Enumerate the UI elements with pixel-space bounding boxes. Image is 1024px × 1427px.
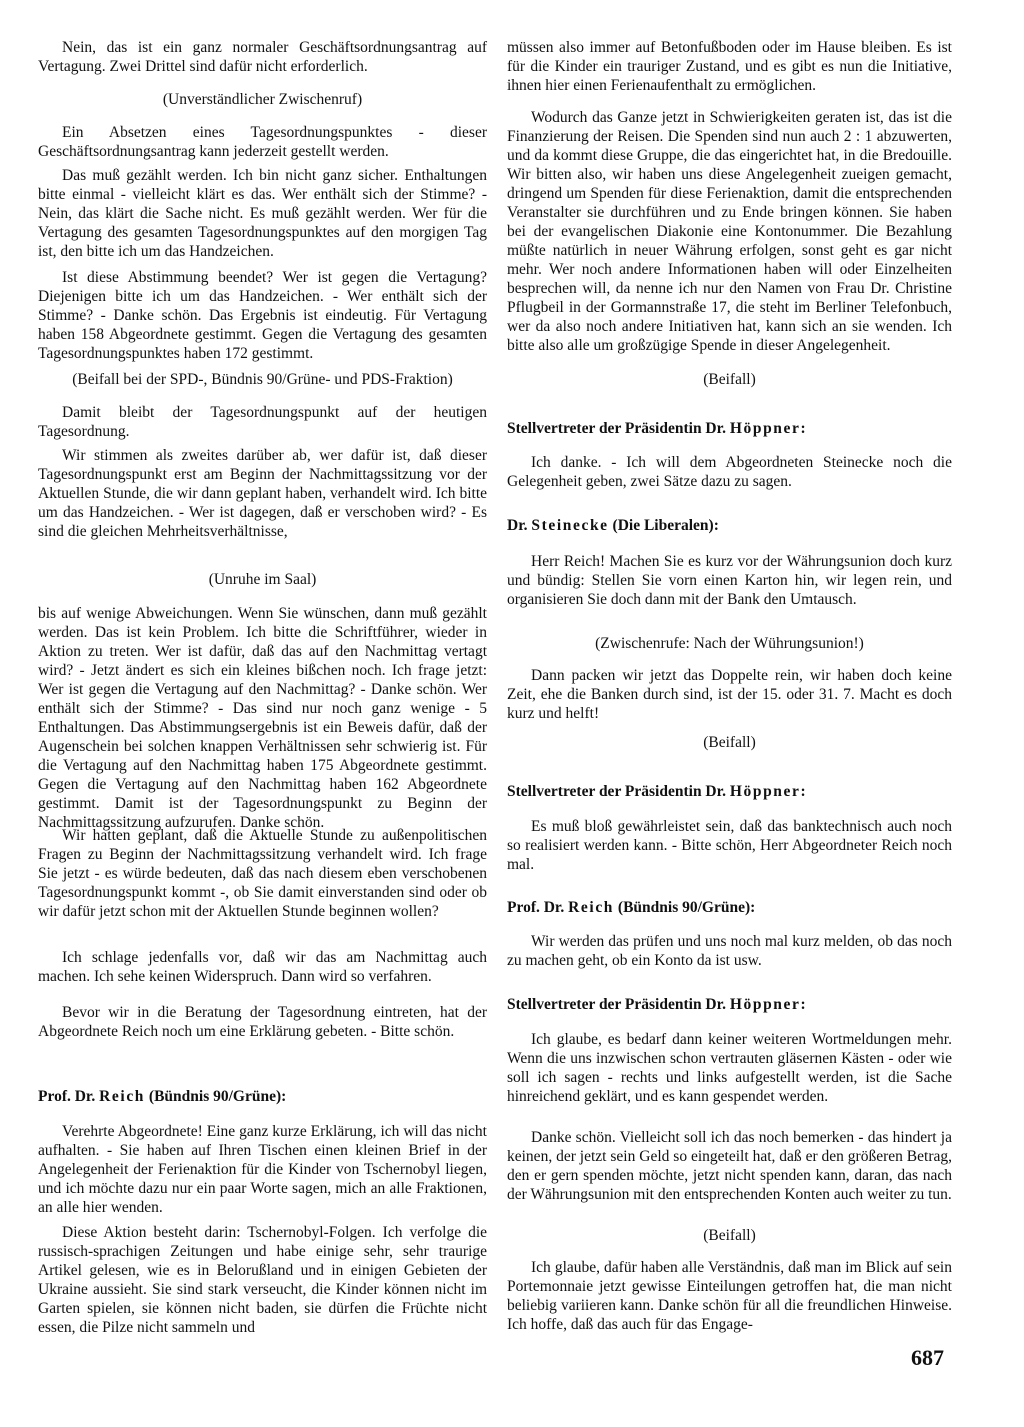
- speaker-colon: :: [800, 420, 806, 437]
- paragraph: Wir hatten geplant, daß die Aktuelle Stunde zu außenpolitischen Fragen zu Beginn der Nachmittagssitzung verhandelt wird. Ich frage Sie jetzt - es würde bedeuten, daß das nach diesem eben verschobenen Tagesordnungspunkt kommt -, ob Sie damit einverstanden sind oder ob wir dafür jetzt schon mit der Aktuellen Stunde beginnen wollen?: [38, 827, 487, 920]
- paragraph: Damit bleibt der Tagesordnungspunkt auf der heutigen Tagesordnung.: [38, 404, 487, 440]
- paragraph: Ich glaube, dafür haben alle Verständnis, daß man im Blick auf sein Portemonnaie jetzt gewisse Einteilungen getroffen hat, die man nicht beliebig variieren kann. Danke schön für all die freundlichen Hinweise. Ich hoffe, daß das auch für das Engage-: [507, 1259, 952, 1333]
- speaker-title: Stellvertreter der Präsidentin Dr.: [507, 420, 730, 437]
- speaker-colon: :: [800, 783, 806, 800]
- speaker-title: Stellvertreter der Präsidentin Dr.: [507, 783, 730, 800]
- speaker-heading: [507, 995, 952, 1014]
- paragraph: Wir stimmen als zweites darüber ab, wer dafür ist, daß dieser Tagesordnungspunkt erst am Beginn der Nachmittagssitzung vor der Aktuellen Stunde, die wir dann geplant haben, verhandelt wird. Ich bitte um das Handzeichen. - Wer ist dagegen, daß er verschoben wird? - Es sind die gleichen Mehrheitsverhältnisse,: [38, 447, 487, 540]
- interjection: (Beifall): [703, 371, 756, 388]
- paragraph: Wodurch das Ganze jetzt in Schwierigkeiten geraten ist, das ist die Finanzierung der Reisen. Die Spenden sind nun auch 2 : 1 abzuwerten, und da kommt diese Gruppe, die das eingerichtet hat, in die Bredouille. Wir bitten also, wir haben uns diese Angelegenheit zueigen gemacht, dringend um Spenden für diese Ferienaktion, damit die entsprechenden Veranstalter sie durchführen und zu Ende bringen können. Sie haben bei der evangelischen Diakonie eine Kontonummer. Die Bezahlung müßte natürlich in neuer Währung erfolgen, sonst geht es gar nicht mehr. Wer noch andere Informationen haben will oder Einzelheiten besprechen will, da nenne ich nur den Namen von Frau Dr. Christine Pflugbeil in der Gormannstraße 17, die steht im Berliner Telefonbuch, wer da also noch andere Initiativen hat, kann sich an sie wenden. Ich bitte also alle um großzügige Spende in dieser Angelegenheit.: [507, 109, 952, 354]
- speaker-title: Prof. Dr.: [507, 899, 569, 916]
- interjection: (Beifall): [703, 1227, 756, 1244]
- paragraph: Dann packen wir jetzt das Doppelte rein, wir haben doch keine Zeit, ehe die Banken durch sind, ist der 15. oder 31. 7. Macht es doch kurz und helft!: [507, 667, 952, 722]
- paragraph: Herr Reich! Machen Sie es kurz vor der Währungsunion doch kurz und bündig: Stellen Sie vorn einen Karton hin, wir legen rein, und organisieren Sie doch dann mit der Bank den Umtausch.: [507, 553, 952, 608]
- paragraph: Nein, das ist ein ganz normaler Geschäftsordnungsantrag auf Vertagung. Zwei Drittel sind dafür nicht erforderlich.: [38, 39, 487, 75]
- paragraph: Diese Aktion besteht darin: Tschernobyl-Folgen. Ich verfolge die russisch-sprachigen Zeitungen und habe einige sehr, sehr traurige Artikel gelesen, wie es in Belorußland und in einigen Gebieten der Ukraine aussieht. Sie sind stark verseucht, die Kinder können nicht im Garten spielen, sie können nicht baden, sie dürfen die Früchte nicht essen, die Pilze nicht sammeln und: [38, 1224, 487, 1336]
- paragraph: bis auf wenige Abweichungen. Wenn Sie wünschen, dann muß gezählt werden. Das ist kein Problem. Ich bitte die Schriftführer, wieder in Aktion zu treten. Wer ist dafür, daß das auf den Nachmittag vertagt wird? - Jetzt ändert es sich ein kleines bißchen noch. Ich frage jetzt: Wer ist gegen die Vertagung auf den Nachmittag? - Danke schön. Wer enthält sich der Stimme? - Das sind nur noch ganz wenige - 5 Enthaltungen. Das Abstimmungsergebnis ist ein Beweis dafür, daß der Augenschein bei solchen knappen Verhältnissen sehr schwierig ist. Für die Vertagung auf den Nachmittag haben 175 Abgeordnete gestimmt. Gegen die Vertagung auf den Nachmittag haben 162 Abgeordnete gestimmt. Damit ist der Tagesordnungspunkt zu Beginn der Nachmittagssitzung aufzurufen. Danke schön.: [38, 605, 487, 831]
- paragraph: Das muß gezählt werden. Ich bin nicht ganz sicher. Enthaltungen bitte einmal - vielleicht klärt es das. Wer enthält sich der Stimme? - Nein, das klärt die Sache nicht. Es muß gezählt werden. Wer für die Vertagung des gesamten Tagesordnungspunktes auf den morgigen Tag ist, den bitte ich um das Handzeichen.: [38, 167, 487, 260]
- speaker-party: (Die Liberalen):: [608, 517, 719, 534]
- paragraph: Ich glaube, es bedarf dann keiner weiteren Wortmeldungen mehr. Wenn die uns inzwischen schon vertrauten gläsernen Kästen - oder wie soll ich sagen - rechts und links aufgestellt werden, ist die Sache hinreichend geklärt, und es kann gespendet werden.: [507, 1031, 952, 1105]
- interjection: (Beifall bei der SPD-, Bündnis 90/Grüne- und PDS-Fraktion): [72, 371, 453, 388]
- speaker-heading: [507, 898, 952, 917]
- paragraph: müssen also immer auf Betonfußboden oder im Hause bleiben. Es ist für die Kinder ein trauriger Zustand, und es gibt es nun die Initiative, ihnen hier einen Ferienaufenthalt zu ermöglichen.: [507, 39, 952, 94]
- interjection: (Unruhe im Saal): [208, 571, 317, 588]
- paragraph: Danke schön. Vielleicht soll ich das noch bemerken - das hindert ja keinen, der jetzt sein Geld so eingeteilt hat, daß er den größeren Betrag, den er gern spenden möchte, jetzt nicht spenden kann, daran, das nach der Währungsunion mit den entsprechenden Konten auch weiter zu tun.: [507, 1129, 952, 1203]
- paragraph: Ein Absetzen eines Tagesordnungspunktes - dieser Geschäftsordnungsantrag kann jederzeit gestellt werden.: [38, 124, 487, 160]
- interjection: (Zwischenrufe: Nach der Wührungsunion!): [595, 635, 864, 652]
- speaker-title: Prof. Dr.: [38, 1088, 100, 1105]
- speaker-name: Höppner: [729, 996, 801, 1013]
- paragraph: Ich schlage jedenfalls vor, daß wir das am Nachmittag auch machen. Ich sehe keinen Widerspruch. Dann wird so verfahren.: [38, 949, 487, 985]
- speaker-name: Höppner: [729, 783, 801, 800]
- speaker-title: Stellvertreter der Präsidentin Dr.: [507, 996, 730, 1013]
- speaker-colon: :: [800, 996, 806, 1013]
- speaker-heading: [507, 516, 952, 535]
- speaker-title: Dr.: [507, 517, 532, 534]
- speaker-heading: [507, 419, 952, 438]
- speaker-heading: [507, 782, 952, 801]
- speaker-name: Höppner: [729, 420, 801, 437]
- paragraph: Verehrte Abgeordnete! Eine ganz kurze Erklärung, ich will das nicht aufhalten. - Sie haben auf Ihren Tischen einen kleinen Brief in der Angelegenheit der Ferienaktion für die Kinder von Tschernobyl liegen, und ich möchte dazu nur ein paar Worte sagen, mich an alle Fraktionen, an alle hier wenden.: [38, 1123, 487, 1216]
- speaker-name: Steinecke: [531, 517, 609, 534]
- interjection: (Beifall): [703, 734, 756, 751]
- paragraph: Es muß bloß gewährleistet sein, daß das banktechnisch auch noch so realisiert werden kann. - Bitte schön, Herr Abgeordneter Reich noch mal.: [507, 818, 952, 873]
- paragraph: Bevor wir in die Beratung der Tagesordnung eintreten, hat der Abgeordnete Reich noch um eine Erklärung gebeten. - Bitte schön.: [38, 1004, 487, 1040]
- page-number: 687: [911, 1345, 944, 1370]
- interjection: (Unverständlicher Zwischenruf): [162, 91, 363, 108]
- speaker-party: (Bündnis 90/Grüne):: [145, 1088, 287, 1105]
- speaker-heading: [38, 1087, 487, 1106]
- speaker-name: Reich: [99, 1088, 146, 1105]
- speaker-name: Reich: [568, 899, 615, 916]
- paragraph: Ist diese Abstimmung beendet? Wer ist gegen die Vertagung? Diejenigen bitte ich um das Handzeichen. - Wer enthält sich der Stimme? - Danke schön. Das Ergebnis ist eindeutig. Für Vertagung haben 158 Abgeordnete gestimmt. Gegen die Vertagung des gesamten Tagesordnungspunktes haben 172 gestimmt.: [38, 269, 487, 362]
- paragraph: Wir werden das prüfen und uns noch mal kurz melden, ob das noch zu machen geht, ob ein Konto da ist usw.: [507, 933, 952, 969]
- speaker-party: (Bündnis 90/Grüne):: [614, 899, 756, 916]
- paragraph: Ich danke. - Ich will dem Abgeordneten Steinecke noch die Gelegenheit geben, zwei Sätze dazu zu sagen.: [507, 454, 952, 490]
